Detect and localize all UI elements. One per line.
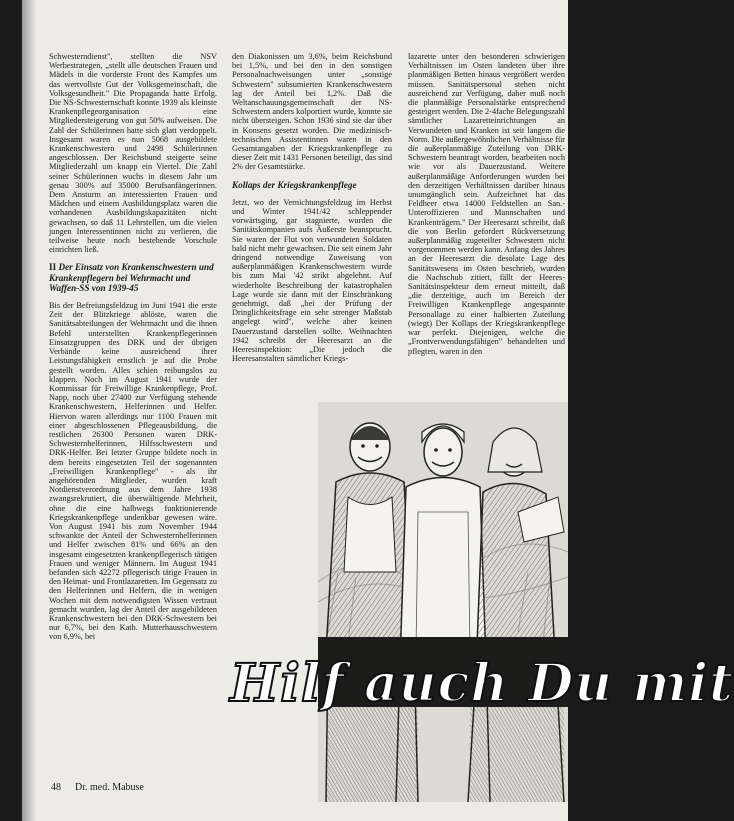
col1-paragraph: Schwesterndienst", stellten die NSV Werbestrategen, „stellt alle deutschen Frauen und Mädels in die vorderste Front des Kampfes um das wertvollste Gut der Volksgemeinschaft, die Volksgesundheit." Die Propaganda hatte Erfolg. Die NS-Schwesternschaft konnte 1939 als kleinste Krankenpflegeorganisation eine Mitgliedersteigerung von gut 50% aufweisen. Die Zahl der Schülerinnen hatte sich glatt verdoppelt. Insgesamt waren es nun 5068 ausgebildete Krankenschwestern und 2498 Schülerinnen angeschlossen. Der Reichsbund steigerte seine Mitgliederzahl um knapp ein Viertel. Die Zahl seiner Schülerinnen wuchs in diesem Jahr um genau 300% auf 35000 Berufsanfängerinnen. Dem Ansturm an interessierten Frauen und Mädchen und einem Ausbildungsplatz waren die vorhandenen Ausbildungskapazitäten nicht gewachsen, so daß 11 Lehrstellen, um die vielen jungen Interessentinnen nicht zu verlieren, die teilweise heute noch bestehende Vorschule einrichten ließ. — [49, 52, 217, 255]
page-number: 48 — [51, 782, 61, 793]
page-footer — [51, 782, 144, 793]
col3-paragraph: lazarette unter den besonderen schwierigen Verhältnissen im Osten landeten über ihre planmäßigen Betten hinaus vergrößert werden müssen. Sanitätspersonal stehen nicht ausreichend zur Verfügung, daher muß noch die planmäßige Personalstärke entsprechend gesteigert werden. Die 2-4fache Belegungszahl sämtlicher Lazaretteinrichtungen an Verwundeten und Kranken ist seit langem die Norm. Die außergewöhnlichen Verhältnisse für die außerplanmäßige Zuteilung von DRK-Schwestern beantragt worden, bearbeiten noch wie vor als Dauerzustand. Weitere außerplanmäßige Anforderungen wurden bei den derzeitigen Verhältnissen darüber hinaus unumgänglich sein. Aufzeichnet hat das Feldheer etwa 14000 Feldstellen an San.-Unteroffizieren und Mannschaften und Krankenträgern." Der Heeresarzt schreibt, daß die von Berlin gefordert Rückversetzung außerplanmäßig zugeteilter Schwestern nicht vorgenommen werden kann. Anfang des Jahres an der Heeresarzt die desolate Lage des Sanitätswesens im Osten beschrieb, wurden die Nachschub zitiert, fällt der Heeres-Sanitätsinspekteur dem erneut mitteilt, daß „die derzeitige, auch im Bereich der Freiwilligen Krankenpflege angespannte Personallage zu einer halbierten Zuteilung (wiegt) Der Kollaps der Kriegskrankenpflege war perfekt. Diejenigen, welche die „Frontverwendungsfähigen" behandelten und pflegten, waren in den — [408, 52, 565, 356]
subheading: Kollaps der Kriegskrankenpflege — [232, 179, 357, 190]
section-title: Der Einsatz von Krankenschwestern und Krankenpflegern bei Wehrmacht und Waffen-SS von 1939-45 — [49, 262, 214, 293]
poster-drawing — [318, 402, 568, 802]
propaganda-poster-illustration — [318, 402, 568, 802]
text-column-3 — [408, 52, 565, 402]
section-heading — [49, 262, 217, 293]
col2-paragraph: den Diakonissen um 3,6%, beim Reichsbund bei 1,5%, und bei den in den sonstigen Personalnachweisungen unter „sonstige Schwestern" subsumierten Krankenschwestern lag der Anteil bei 1,2%. Daß die Weltanschauungsgemeinschaft der NS-Schwestern anders kolportiert wurde, konnte sie nicht übersteigen. Schon 1936 sind sie dar über in Konsens gesetzt worden. Die medizinisch-technischen Assistentinnen waren in den Gesamtangaben der Kriegskrankenpflege zu dieser Zeit mit 1431 Personen beteiligt, das sind 2% der Gesamtstärke. — [232, 52, 392, 172]
text-column-2 — [232, 52, 392, 364]
col1-paragraph: Bis der Befreiungsfeldzug im Juni 1941 die erste Zeit der Blitzkriege ablöste, waren die Sanitätsabteilungen der Wehrmacht und die ihnen Befehl unterstellten Krankenpflegerinnen Einsatzgruppen des DRK und der übrigen Verbände keine ausreichend ihrer Leistungsfähigkeit ernstlich je auf die Probe gestellt worden. Alles schien reibungslos zu klappen. Noch im August 1941 wurde der Kommissar für Freiwillige Krankenpflege, Prof. Napp, noch über 27400 zur Verfügung stehende Krankenschwestern, Helferinnen und Helfer. Hiervon waren allerdings nur 1100 Frauen mit einer abgeschlossenen Pflegeausbildung, die restlichen 26300 Personen waren DRK-Schwesternhelferinnen, Hilfsschwestern und DRK-Helfer. Bei letzter Gruppe bildete noch in dem bereits eingesetzten Teil der sogenannten „Freiwilligen Krankenpflege" - als ihr angehörenden Mitglieder, wurden kraft Notdienstverordnung aus dem Jahre 1938 zwangsrekrutiert, die überwältigende Mehrheit, ohne die eine halbwegs funktionierende Kriegskrankenpflege undenkbar gewesen wäre. Von August 1941 bis zum November 1944 schwankte der Anteil der Schwesternhelferinnen und Helfer zwischen 81% und 66% an den insgesamt eingesetzten krankenpflegerisch tätigen Frauen und weniger Männern. Im August 1941 befanden sich 42272 pflegerisch tätige Frauen in den Heimat- und Frontlazaretten. Im Gegensatz zu den Helferinnen und Helfern, die in wenigen Wochen mit dem notwendigsten Wissen vertraut gemacht wurden, lag der Anteil der ausgebildeten Krankenschwestern bei den DRK-Schwestern bei nur 6,7%, bei den Kath. Mutterhausschwestern von 6,9%, bei — [49, 301, 217, 642]
running-author: Dr. med. Mabuse — [75, 782, 144, 793]
poster-slogan: Hilf auch Du mit — [230, 653, 734, 714]
text-column-1 — [49, 52, 217, 642]
col2-paragraph: Jetzt, wo der Vernichtungsfeldzug im Herbst und Winter 1941/42 schleppender vorwärtsging, gar stagnierte, wurden die Sanitätskompanien aufs Äußerste beansprucht. Sie waren der Flut von verwundeten Soldaten bald nicht mehr gewachsen. Die seit einem Jahr dringend notwendige Zuweisung von außerplanmäßigen Krankenschwestern wurde bis zum Mai '42 strikt abgelehnt. Auf wiederholte Beschreibung der katastrophalen Lage wurde sie dann mit der Einschränkung genehmigt, daß „bei der Prüfung der Dringlichkeitsfrage ein sehr strenger Maßstab angelegt wird", welche aber keinen Dauerzustand darstellen sollte. Weihnachten 1942 schreibt der Heeresarzt an die Heeresinspektion: „Die jedoch die Heeresanstalten sämtlicher Kriegs- — [232, 197, 392, 364]
section-number: II — [49, 262, 57, 273]
book-page — [22, 0, 734, 821]
page-fold-shadow — [22, 0, 36, 821]
